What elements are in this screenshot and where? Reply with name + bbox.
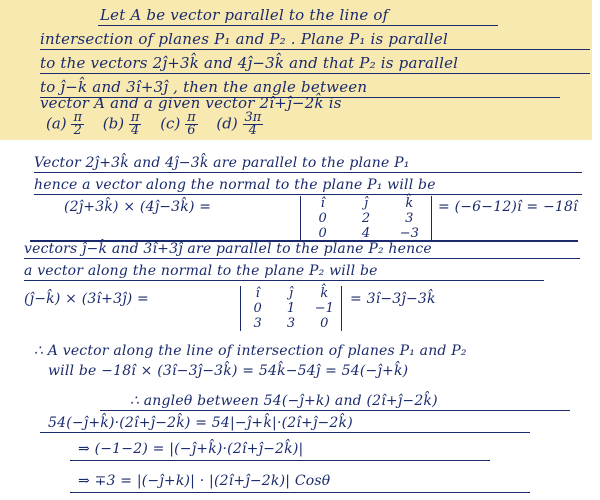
underline bbox=[98, 25, 498, 26]
option-a[interactable]: (a) $\frac{\pi}{2}$ bbox=[46, 110, 82, 138]
solution-line-3-left: (2ĵ+3k̂) × (4ĵ−3k̂) = bbox=[64, 199, 212, 215]
solution-line-7: ∴ A vector along the line of intersection of planes P₁ and P₂ bbox=[34, 343, 467, 359]
underline bbox=[70, 460, 490, 461]
underline bbox=[24, 258, 580, 259]
underline bbox=[34, 172, 582, 173]
determinant-1: î ĵ k̂ 0 2 3 0 4 −3 bbox=[300, 196, 432, 241]
solution-line-5: a vector along the normal to the plane P₂ will be bbox=[24, 263, 378, 279]
solution-line-1: Vector 2ĵ+3k̂ and 4ĵ−3k̂ are parallel to the plane P₁ bbox=[34, 155, 410, 171]
problem-line-4: to ĵ−k̂ and 3î+3ĵ , then the angle between bbox=[40, 78, 368, 96]
solution-line-2: hence a vector along the normal to the plane P₁ will be bbox=[34, 177, 436, 193]
solution-line-12: ⇒ ∓3 = |(−ĵ+k)| · |(2î+ĵ−2k)| Cosθ bbox=[78, 473, 331, 489]
underline bbox=[40, 49, 590, 50]
underline bbox=[34, 194, 582, 195]
problem-line-2: intersection of planes P₁ and P₂ . Plane P₁ is parallel bbox=[40, 30, 448, 48]
solution-line-6-right: = 3î−3ĵ−3k̂ bbox=[350, 291, 436, 307]
determinant-2: î ĵ k̂ 0 1 −1 3 3 0 bbox=[240, 286, 342, 331]
answer-options bbox=[46, 112, 277, 137]
option-d[interactable]: (d) $\frac{3\pi}{4}$ bbox=[216, 110, 262, 138]
underline bbox=[40, 73, 590, 74]
solution-line-3-right: = (−6−12)î = −18î bbox=[438, 199, 578, 215]
option-b[interactable]: (b) $\frac{\pi}{4}$ bbox=[102, 110, 140, 138]
underline bbox=[24, 280, 544, 281]
underline bbox=[40, 432, 530, 433]
underline bbox=[70, 492, 530, 493]
solution-line-6-left: (ĵ−k̂) × (3î+3ĵ) = bbox=[24, 291, 149, 307]
problem-line-1: Let A be vector parallel to the line of bbox=[100, 6, 389, 24]
solution-line-8: will be −18î × (3î−3ĵ−3k̂) = 54k̂−54ĵ = 54(−ĵ+k̂) bbox=[48, 363, 409, 379]
underline bbox=[100, 410, 570, 411]
solution-line-4: vectors ĵ−k̂ and 3î+3ĵ are parallel to the plane P₂ hence bbox=[24, 241, 432, 257]
problem-line-5: vector A and a given vector 2î+ĵ−2k̂ is bbox=[40, 94, 342, 112]
solution-line-11: ⇒ (−1−2) = |(−ĵ+k̂)·(2î+ĵ−2k̂)| bbox=[78, 441, 304, 457]
solution-line-10: 54(−ĵ+k̂)·(2î+ĵ−2k̂) = 54|−ĵ+k̂|·(2î+ĵ−2k̂) bbox=[48, 415, 353, 431]
problem-box bbox=[0, 0, 592, 140]
problem-line-3: to the vectors 2ĵ+3k̂ and 4ĵ−3k̂ and that P₂ is parallel bbox=[40, 54, 459, 72]
option-c[interactable]: (c) $\frac{\pi}{6}$ bbox=[160, 110, 196, 138]
solution-line-9: ∴ angleθ between 54(−ĵ+k) and (2î+ĵ−2k̂) bbox=[130, 393, 438, 409]
